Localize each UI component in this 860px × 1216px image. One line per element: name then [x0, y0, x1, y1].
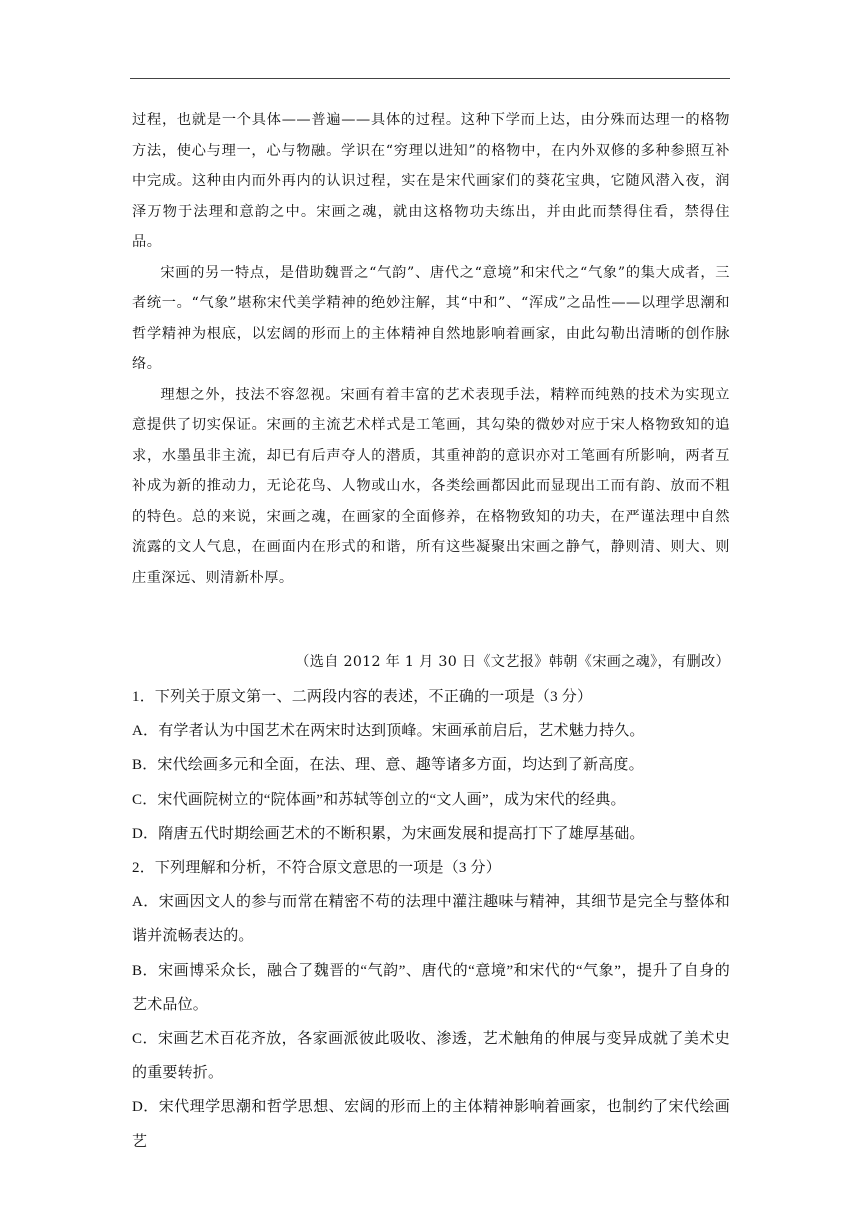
question-2-option-b: B．宋画博采众长，融合了魏晋的“气韵”、唐代的“意境”和宋代的“气象”，提升了自身的艺术品位。	[132, 962, 730, 1013]
question-2-stem: 2．下列理解和分析，不符合原文意思的一项是（3 分）	[132, 860, 501, 877]
header-rule	[130, 78, 730, 79]
passage-source: （选自 2012 年 1 月 30 日《文艺报》韩朝《宋画之魂》，有删改）	[295, 654, 730, 670]
passage-paragraph-3: 理想之外，技法不容忽视。宋画有着丰富的艺术表现手法，精粹而纯熟的技术为实现立意提供了切实保证。宋画的主流艺术样式是工笔画，其勾染的微妙对应于宋人格物致知的追求，水墨虽非主流，却已有后声夺人的潜质，其重神韵的意识亦对工笔画有所影响，两者互补成为新的推动力，无论花鸟、人物或山水，各类绘画都因此而显现出工而有韵、放而不粗的特色。总的来说，宋画之魂，在画家的全面修养，在格物致知的功夫，在严谨法理中自然流露的文人气息，在画面内在形式的和谐，所有这些凝聚出宋画之静气，静则清、则大、则庄重深远、则清新朴厚。	[132, 386, 730, 586]
question-1-option-b: B．宋代绘画多元和全面，在法、理、意、趣等诸多方面，均达到了新高度。	[132, 757, 644, 774]
question-1-option-c: C．宋代画院树立的“院体画”和苏轼等创立的“文人画”，成为宋代的经典。	[132, 791, 626, 808]
question-2-option-c: C．宋画艺术百花齐放，各家画派彼此吸收、渗透，艺术触角的伸展与变异成就了美术史的重要转折。	[132, 1031, 730, 1082]
question-2-option-a: A．宋画因文人的参与而常在精密不苟的法理中灌注趣味与精神，其细节是完全与整体和谐并流畅表达的。	[132, 894, 730, 945]
question-1-option-a: A．有学者认为中国艺术在两宋时达到顶峰。宋画承前启后，艺术魅力持久。	[132, 723, 645, 740]
question-2-option-d: D．宋代理学思潮和哲学思想、宏阔的形而上的主体精神影响着画家，也制约了宋代绘画艺	[132, 1099, 730, 1150]
questions-section	[132, 680, 730, 1159]
passage-paragraph-2: 宋画的另一特点，是借助魏晋之“气韵”、唐代之“意境”和宋代之“气象”的集大成者，三者统一。“气象”堪称宋代美学精神的绝妙注解，其“中和”、“浑成”之品性——以理学思潮和哲学精神为根底，以宏阔的形而上的主体精神自然地影响着画家，由此勾勒出清晰的创作脉络。	[132, 264, 730, 372]
passage-paragraph-1: 过程，也就是一个具体——普遍——具体的过程。这种下学而上达，由分殊而达理一的格物方法，使心与理一，心与物融。学识在“穷理以进知”的格物中，在内外双修的多种参照互补中完成。这种由内而外再内的认识过程，实在是宋代画家们的葵花宝典，它随风潜入夜，润泽万物于法理和意韵之中。宋画之魂，就由这格物功夫练出，并由此而禁得住看，禁得住品。	[132, 112, 730, 250]
question-1-option-d: D．隋唐五代时期绘画艺术的不断积累，为宋画发展和提高打下了雄厚基础。	[132, 825, 645, 842]
passage-body	[132, 105, 730, 593]
question-1-stem: 1．下列关于原文第一、二两段内容的表述，不正确的一项是（3 分）	[132, 689, 593, 705]
